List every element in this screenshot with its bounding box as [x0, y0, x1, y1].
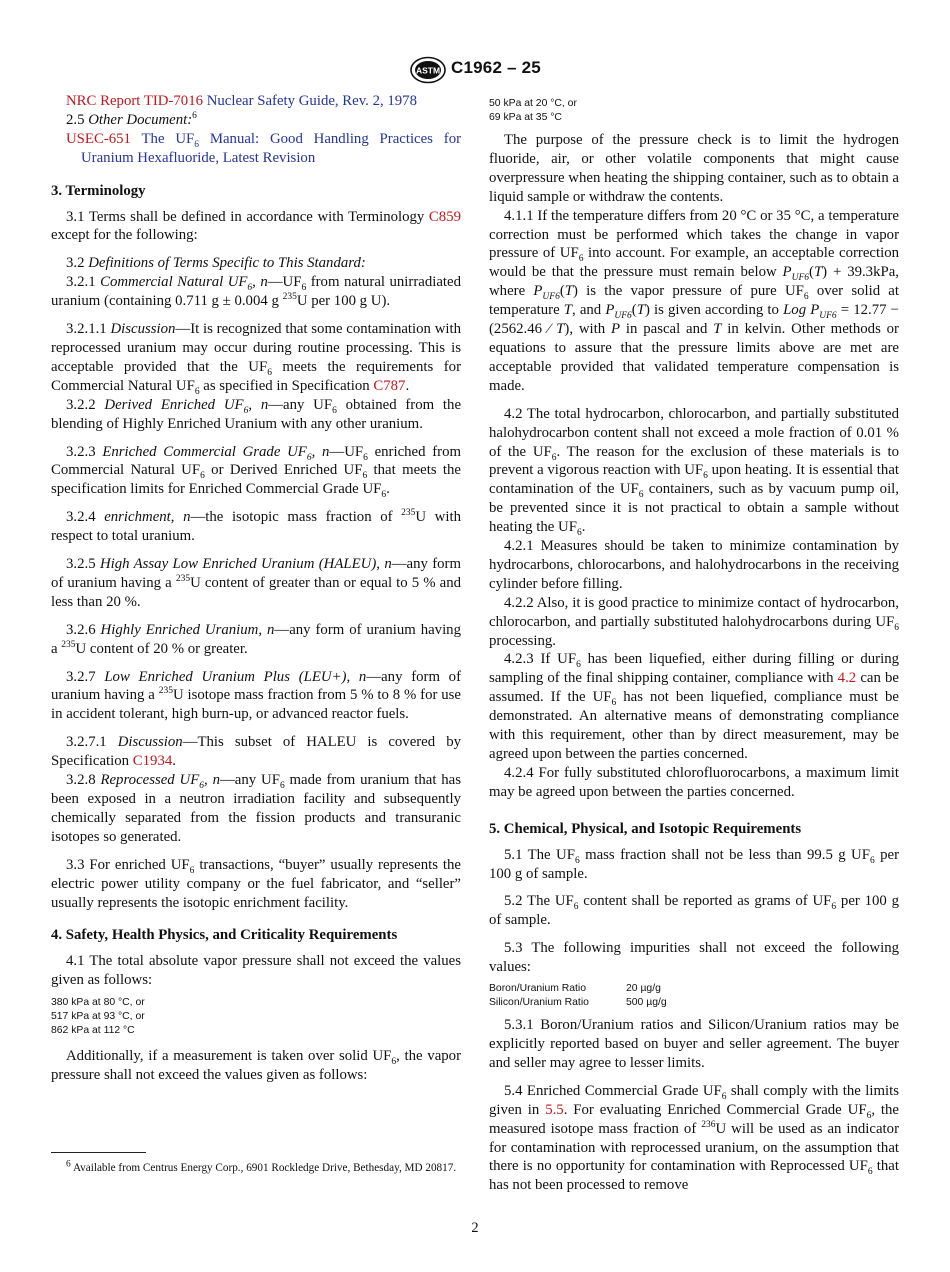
- solid-vapor-pressure-list: [489, 97, 899, 125]
- para-3-2-7: 3.2.7 Low Enriched Uranium Plus (LEU+), n—any form of uranium having a $^{235}$U isotope mass fraction from 5 % to 8 % for use in accident tolerant, high burn-up, or advanced reactor fuels.: [51, 668, 462, 723]
- table-row: [489, 996, 899, 1010]
- list-item: 69 kPa at 35 °C: [489, 112, 562, 123]
- cross-reference-link[interactable]: 4.2: [837, 670, 857, 687]
- footnote-text: Available from Centrus Energy Corp., 6901 Rockledge Drive, Bethesday, MD 20817.: [72, 1162, 457, 1174]
- para-5-2: 5.2 The $UF_6$ content shall be reported as grams of $UF_6$ per 100 g of sample.: [489, 893, 900, 929]
- footnote-ref[interactable]: 6: [192, 110, 197, 121]
- footnote-divider: [51, 1152, 146, 1153]
- para-5-4: 5.4 Enriched Commercial Grade $UF_6$ shall comply with the limits given in 5.5. For evaluating Enriched Commercial Grade $UF_6$, the measured isotope mass fraction of $^{236}$U will be used as an indicator for contamination with reprocessed uranium, on the assumption that there is no opportunity for contamination with Reprocessed $UF_6$ that has not been processed to remove: [489, 1082, 900, 1194]
- footnote-mark: 6: [66, 1159, 71, 1170]
- reference-usec: [51, 130, 461, 168]
- list-item: 862 kPa at 112 °C: [51, 1025, 135, 1037]
- para-3-2-1-1: 3.2.1.1 Discussion—It is recognized that some contamination with reprocessed uranium may occur during routine processing. This is acceptable provided that the $UF_6$ meets the requirements for Commercial Natural $UF_6$ as specified in Specification C787.: [51, 321, 462, 397]
- c859-link[interactable]: C859: [428, 208, 461, 225]
- usec-manual-title[interactable]: The $UF_6$ Manual: Good Handling Practices for Uranium Hexafluoride, Latest Revision: [81, 130, 462, 166]
- para-3-2-2: 3.2.2 Derived Enriched $UF_6$, n—any $UF_6$ obtained from the blending of Highly Enriched Uranium with any other uranium.: [51, 396, 462, 432]
- para-4-1-additionally: Additionally, if a measurement is taken over solid $UF_6$, the vapor pressure shall not exceed the values given as follows:: [51, 1048, 461, 1084]
- para-4-2-3: 4.2.3 If $UF_6$ has been liquefied, either during filling or during sampling of the final shipping container, compliance with 4.2 can be assumed. If the $UF_6$ has not been liquefied, compliance must be demonstrated. An alternative means of demonstrating compliance with this requirement, other than by direct measurement, may be agreed upon between the parties concerned.: [489, 651, 899, 762]
- impurity-value: 20 µg/g: [626, 983, 661, 995]
- table-row: [489, 982, 899, 996]
- list-item: 380 kPa at 80 °C, or: [51, 997, 145, 1009]
- usec-651-link[interactable]: USEC-651: [66, 130, 131, 147]
- cross-reference-link[interactable]: 5.5: [545, 1101, 564, 1118]
- list-item: 50 kPa at 20 °C, or: [489, 98, 577, 109]
- impurity-value: 500 µg/g: [626, 997, 667, 1009]
- footnote: [51, 1161, 461, 1177]
- para-4-2: 4.2 The total hydrocarbon, chlorocarbon, and partially substituted halohydrocarbon content shall not exceed a mole fraction of 0.01 % of the $UF_6$. The reason for the exclusion of these materials is to prevent a vigorous reaction with $UF_6$ upon heating. It is essential that contamination of the $UF_6$ containers, such as by vacuum pump oil, be prevented since it is not practical to obtain a sample without heating the $UF_6$.: [489, 405, 899, 539]
- para-3-2-3: 3.2.3 Enriched Commercial Grade $UF_6$, $n—UF_6$ enriched from Commercial Natural $UF_6$ or Derived Enriched $UF_6$ that meets the specification limits for Enriched Commercial Grade $UF_6$.: [51, 443, 461, 501]
- para-3-2-1: 3.2.1 Commercial Natural $UF_6$, $n—UF_6$ from natural unirradiated uranium (containing 0.711 g ± 0.004 g $^{235}$U per 100 g U).: [51, 274, 461, 310]
- nrc-report-link[interactable]: NRC Report TID-7016: [66, 93, 204, 109]
- cross-reference-link[interactable]: C1934: [132, 753, 173, 770]
- para-3-2-5: 3.2.5 High Assay Low Enriched Uranium (HALEU), n—any form of uranium having a $^{235}$U content of greater than or equal to 5 % and less than 20 %.: [51, 556, 461, 610]
- para-4-1-1: 4.1.1 If the temperature differs from 20 °C or 35 °C, a temperature correction must be performed which takes the change in vapor pressure of $UF_6$ into account. For example, an acceptable correction would be that the pressure must remain below $P_{UF6}(T) + 39.3kPa$, where $P_{UF6}(T)$ is the vapor pressure of pure $UF_6$ over solid at temperature T, and $P_{UF6}(T)$ is given according to Log $P_{UF6} = 12.77 - (2562.46$ ⁄ T), with P in pascal and T in kelvin. Other methods or equations to assure that the pressure limits above are met are acceptable provided that validated temperature compensation is made.: [489, 207, 900, 394]
- section-5-heading: 5. Chemical, Physical, and Isotopic Requirements: [489, 820, 802, 837]
- astm-logo-icon: [409, 56, 447, 84]
- para-5-3: 5.3 The following impurities shall not exceed the following values:: [489, 940, 899, 976]
- section-3-heading: 3. Terminology: [51, 182, 146, 199]
- para-3-2-7-1: 3.2.7.1 Discussion—This subset of HALEU is covered by Specification C1934.: [51, 734, 461, 770]
- para-3-2-6: 3.2.6 Highly Enriched Uranium, n—any form of uranium having a $^{235}$U content of 20 % or greater.: [51, 621, 461, 657]
- para-4-2-1: 4.2.1 Measures should be taken to minimize contamination by hydrocarbons, chlorocarbons, and halohydrocarbons in the receiving cylinder before filling.: [489, 538, 899, 592]
- vapor-pressure-list: [51, 996, 461, 1038]
- para-3-1: 3.1 Terms shall be defined in accordance with Terminology C859 except for the following:: [51, 208, 461, 244]
- list-item: 517 kPa at 93 °C, or: [51, 1011, 145, 1023]
- impurity-name: Silicon/Uranium Ratio: [489, 997, 589, 1009]
- para-3-2: 3.2 Definitions of Terms Specific to This Standard:: [66, 255, 366, 272]
- page-header: [0, 56, 950, 86]
- section-4-heading: 4. Safety, Health Physics, and Criticality Requirements: [51, 927, 398, 944]
- impurity-table: [489, 982, 899, 1010]
- para-3-3: 3.3 For enriched $UF_6$ transactions, “buyer” usually represents the electric power utility company or the fuel fabricator, and “seller” usually represents the isotopic enrichment facility.: [51, 856, 461, 911]
- para-3-2-8: 3.2.8 Reprocessed $UF_6$, n—any $UF_6$ made from uranium that has been exposed in a neutron irradiation facility and subsequently chemically separated from the fission products and transuranic isotopes so generated.: [51, 772, 462, 845]
- cross-reference-link[interactable]: C787: [373, 377, 406, 394]
- left-column: [51, 92, 461, 1085]
- page-number: 2: [471, 1220, 479, 1236]
- section-2-5: 2.5 Other Document:$^6$: [66, 110, 197, 128]
- para-3-2-4: 3.2.4 enrichment, n—the isotopic mass fraction of $^{235}$U with respect to total uranium.: [51, 508, 461, 545]
- document-code: C1962 – 25: [451, 58, 541, 77]
- para-4-2-4: 4.2.4 For fully substituted chlorofluorocarbons, a maximum limit may be agreed upon between the parties concerned.: [489, 764, 899, 800]
- para-4-1: 4.1 The total absolute vapor pressure shall not exceed the values given as follows:: [51, 953, 461, 989]
- right-column: [489, 92, 899, 1195]
- reference-nrc: [51, 92, 461, 111]
- svg-text:ASTM: ASTM: [415, 65, 441, 76]
- para-5-3-1: 5.3.1 Boron/Uranium ratios and Silicon/Uranium ratios may be explicitly reported based on buyer and seller agreement. The buyer and seller may agree to lesser limits.: [489, 1017, 899, 1071]
- para-purpose: The purpose of the pressure check is to limit the hydrogen fluoride, air, or other volatile components that might cause overpressure when heating the shipping container, such as to obtain a liquid sample or withdraw the contents.: [489, 132, 899, 205]
- impurity-name: Boron/Uranium Ratio: [489, 983, 587, 995]
- nrc-report-title[interactable]: Nuclear Safety Guide, Rev. 2, 1978: [206, 93, 417, 109]
- para-4-2-2: 4.2.2 Also, it is good practice to minimize contact of hydrocarbon, chlorocarbon, and partially substituted halohydrocarbons during $UF_6$ processing.: [489, 594, 899, 649]
- para-5-1: 5.1 The $UF_6$ mass fraction shall not be less than 99.5 g $UF_6$ per 100 g of sample.: [489, 846, 900, 882]
